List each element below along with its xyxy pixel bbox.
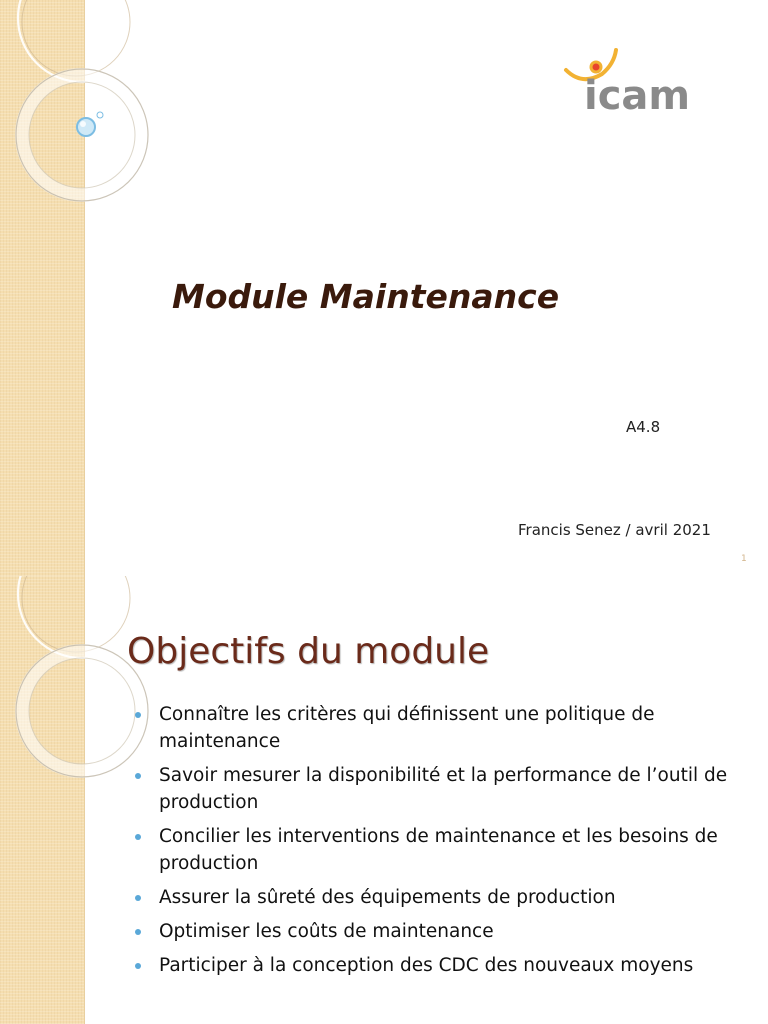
objectives-list xyxy=(132,701,752,986)
slide-title: Objectifs du module xyxy=(127,631,490,672)
list-item-text: Connaître les critères qui définissent une politique de maintenance xyxy=(159,704,655,752)
slide-number: 1 xyxy=(741,554,747,564)
slide-title: Module Maintenance xyxy=(172,277,560,316)
bullet-icon xyxy=(135,929,141,935)
list-item-text: Savoir mesurer la disponibilité et la performance de l’outil de production xyxy=(159,765,728,813)
list-item xyxy=(132,884,752,911)
module-code: A4.8 xyxy=(626,418,661,436)
list-item xyxy=(132,918,752,945)
author-date: Francis Senez / avril 2021 xyxy=(518,521,711,539)
bullet-icon xyxy=(135,895,141,901)
list-item-text: Participer à la conception des CDC des nouveaux moyens xyxy=(159,955,694,976)
bullet-icon xyxy=(135,834,141,840)
objectives-slide xyxy=(0,576,768,1024)
list-item xyxy=(132,952,752,979)
list-item xyxy=(132,823,752,877)
bullet-icon xyxy=(135,963,141,969)
decorative-rings-icon xyxy=(0,576,140,776)
bullet-icon xyxy=(135,773,141,779)
icam-logo xyxy=(562,46,704,124)
list-item-text: Concilier les interventions de maintenance et les besoins de production xyxy=(159,826,718,874)
list-item-text: Optimiser les coûts de maintenance xyxy=(159,921,494,942)
logo-text: icam xyxy=(584,73,691,119)
list-item xyxy=(132,701,752,755)
decorative-rings-icon xyxy=(0,0,140,200)
bullet-icon xyxy=(135,712,141,718)
list-item xyxy=(132,762,752,816)
list-item-text: Assurer la sûreté des équipements de production xyxy=(159,887,616,908)
